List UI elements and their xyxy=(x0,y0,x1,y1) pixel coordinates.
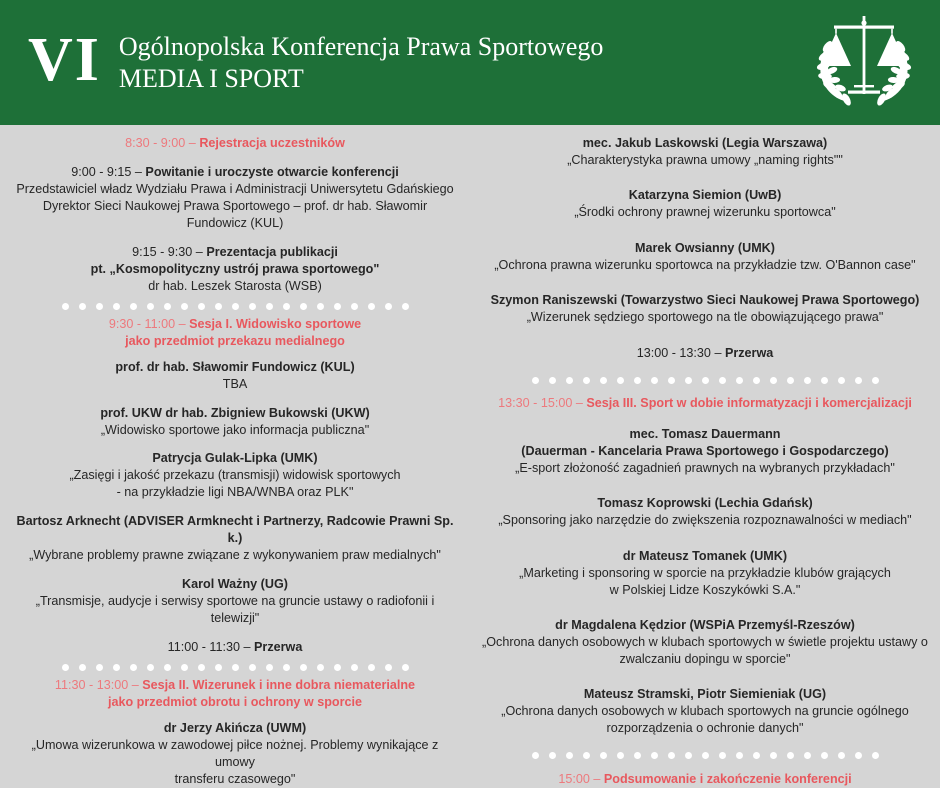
agenda-talk xyxy=(8,450,462,501)
divider-dot xyxy=(872,377,879,384)
slot-time: 13:30 - 15:00 – xyxy=(498,396,587,411)
divider-dot xyxy=(351,303,358,310)
divider-dot xyxy=(566,377,573,384)
talk-speaker: prof. dr hab. Sławomir Fundowicz (KUL) xyxy=(115,359,355,374)
talk-title: „Ochrona danych osobowych w klubach sportowych w świetle projektu ustawy o xyxy=(482,635,928,649)
divider-dot xyxy=(164,664,171,671)
divider-dot xyxy=(334,303,341,310)
divider-dot xyxy=(770,752,777,759)
dotted-divider xyxy=(8,662,462,674)
agenda-columns xyxy=(0,125,940,788)
slot-time: 13:00 - 13:30 – xyxy=(636,345,725,360)
talk-speaker: Bartosz Arknecht (ADVISER Armknecht i Partnerzy, Radcowie Prawni Sp. k.) xyxy=(16,514,457,546)
divider-dot xyxy=(113,303,120,310)
agenda-time-slot xyxy=(8,244,462,295)
slot-detail-bold: pt. „Kosmopolityczny ustrój prawa sportowego" xyxy=(90,261,380,276)
divider-dot xyxy=(668,377,675,384)
agenda-talk xyxy=(478,426,932,477)
divider-dot xyxy=(62,303,69,310)
divider-dot xyxy=(96,303,103,310)
talk-speaker: Mateusz Stramski, Piotr Siemieniak (UG) xyxy=(583,687,827,702)
divider-dot xyxy=(249,664,256,671)
agenda-talk xyxy=(478,135,932,169)
divider-dot xyxy=(685,377,692,384)
spacer xyxy=(478,412,932,425)
spacer xyxy=(8,232,462,244)
divider-dot xyxy=(804,752,811,759)
divider-dot xyxy=(855,752,862,759)
session-header-line xyxy=(12,694,458,711)
time-slot-line xyxy=(12,244,458,261)
talk-speaker: Katarzyna Siemion (UwB) xyxy=(628,188,782,203)
spacer xyxy=(478,477,932,495)
slot-label: jako przedmiot obrotu i ochrony w sporcie xyxy=(107,695,362,710)
spacer xyxy=(8,501,462,513)
agenda-talk xyxy=(478,495,932,529)
slot-label: Powitanie i uroczyste otwarcie konferencji xyxy=(145,164,399,179)
divider-dot xyxy=(300,664,307,671)
talk-title: zwalczaniu dopingu w sporcie" xyxy=(619,652,791,666)
session-header-line xyxy=(12,333,458,350)
divider-dot xyxy=(855,377,862,384)
slot-label: Podsumowanie i zakończenie konferencji xyxy=(603,771,852,786)
talk-title: rozporządzenia o ochronie danych" xyxy=(606,721,804,736)
divider-dot xyxy=(283,664,290,671)
divider-dot xyxy=(651,752,658,759)
slot-label: jako przedmiot przekazu medialnego xyxy=(125,334,345,349)
slot-time: 11:30 - 13:00 – xyxy=(54,678,143,693)
talk-title: „Transmisje, audycje i serwisy sportowe na gruncie ustawy o radiofonii i telewizji" xyxy=(35,594,438,626)
divider-dot xyxy=(787,377,794,384)
agenda-talk xyxy=(8,513,462,564)
spacer xyxy=(8,393,462,405)
divider-dot xyxy=(787,752,794,759)
talk-title: TBA xyxy=(222,376,248,391)
divider-dot xyxy=(668,752,675,759)
divider-dot xyxy=(872,752,879,759)
spacer xyxy=(478,274,932,292)
talk-title: „Wizerunek sędziego sportowego na tle obowiązującego prawa" xyxy=(526,310,884,325)
divider-dot xyxy=(532,377,539,384)
slot-time: 11:00 - 11:30 – xyxy=(167,639,255,654)
dotted-divider xyxy=(478,747,932,765)
slot-detail: Dyrektor Sieci Naukowej Prawa Sportowego – prof. dr hab. Sławomir Fundowicz (KUL) xyxy=(42,198,431,230)
talk-title: „Ochrona prawna wizerunku sportowca na przykładzie tzw. O'Bannon case" xyxy=(494,257,916,272)
conference-subtitle: MEDIA I SPORT xyxy=(118,63,304,93)
agenda-talk xyxy=(478,292,932,326)
dotted-divider xyxy=(478,371,932,389)
divider-dot xyxy=(838,752,845,759)
time-slot-line xyxy=(12,164,458,181)
divider-dot xyxy=(385,303,392,310)
divider-dot xyxy=(566,752,573,759)
divider-dot xyxy=(634,752,641,759)
agenda-talk xyxy=(8,576,462,627)
divider-dot xyxy=(266,303,273,310)
talk-title: „Środki ochrony prawnej wizerunku sportowca" xyxy=(574,205,836,220)
agenda-talk xyxy=(8,405,462,439)
spacer xyxy=(478,599,932,617)
slot-detail: Przedstawiciel władz Wydziału Prawa i Administracji Uniwersytetu Gdańskiego xyxy=(16,181,454,196)
divider-dot xyxy=(147,664,154,671)
divider-dot xyxy=(600,377,607,384)
divider-dot xyxy=(402,303,409,310)
divider-dot xyxy=(266,664,273,671)
divider-dot xyxy=(719,752,726,759)
header-titles xyxy=(119,31,604,94)
talk-title: „Sponsoring jako narzędzie do zwiększenia rozpoznawalności w mediach" xyxy=(498,513,912,528)
divider-dot xyxy=(736,752,743,759)
slot-label: Sesja I. Widowisko sportowe xyxy=(189,317,362,332)
divider-dot xyxy=(334,664,341,671)
agenda-talk xyxy=(8,720,462,788)
divider-dot xyxy=(385,664,392,671)
talk-speaker: Szymon Raniszewski (Towarzystwo Sieci Naukowej Prawa Sportowego) xyxy=(490,293,920,308)
talk-title: „Umowa wizerunkowa w zawodowej piłce nożnej. Problemy wynikające z umowy xyxy=(31,737,442,769)
divider-dot xyxy=(549,377,556,384)
spacer xyxy=(478,169,932,187)
divider-dot xyxy=(821,377,828,384)
slot-label: Prezentacja publikacji xyxy=(206,244,338,259)
divider-dot xyxy=(583,752,590,759)
divider-dot xyxy=(821,752,828,759)
slot-detail: dr hab. Leszek Starosta (WSB) xyxy=(148,278,322,293)
session-header-line xyxy=(12,316,458,333)
time-slot-line xyxy=(482,771,928,788)
slot-time: 15:00 – xyxy=(558,771,604,786)
talk-speaker: Marek Owsianny (UMK) xyxy=(635,240,775,255)
divider-dot xyxy=(736,377,743,384)
talk-speaker: prof. UKW dr hab. Zbigniew Bukowski (UKW) xyxy=(100,405,370,420)
agenda-column-right xyxy=(470,125,940,788)
divider-dot xyxy=(753,377,760,384)
session-header-line xyxy=(482,395,928,412)
divider-dot xyxy=(368,303,375,310)
talk-title: „Zasięgi i jakość przekazu (transmisji) widowisk sportowych xyxy=(69,468,401,483)
conference-name: Ogólnopolska Konferencja Prawa Sportowego xyxy=(118,31,604,61)
divider-dot xyxy=(685,752,692,759)
divider-dot xyxy=(130,303,137,310)
divider-dot xyxy=(215,303,222,310)
spacer xyxy=(478,326,932,344)
spacer xyxy=(8,564,462,576)
divider-dot xyxy=(804,377,811,384)
spacer xyxy=(478,529,932,547)
agenda-time-slot xyxy=(8,639,462,656)
divider-dot xyxy=(198,303,205,310)
talk-title: „Wybrane problemy prawne związane z wykonywaniem praw medialnych" xyxy=(29,548,441,563)
agenda-session-header xyxy=(8,677,462,711)
talk-title: w Polskiej Lidze Koszykówki S.A." xyxy=(609,582,801,597)
divider-dot xyxy=(113,664,120,671)
agenda-talk xyxy=(478,548,932,599)
spacer xyxy=(478,221,932,239)
agenda-time-slot xyxy=(478,771,932,788)
divider-dot xyxy=(96,664,103,671)
spacer xyxy=(8,350,462,359)
spacer xyxy=(8,152,462,164)
talk-title: „Ochrona danych osobowych w klubach sportowych na gruncie ogólnego xyxy=(501,704,909,719)
divider-dot xyxy=(634,377,641,384)
spacer xyxy=(478,668,932,686)
scales-of-justice-laurel-wreath-icon xyxy=(808,6,920,118)
divider-dot xyxy=(617,377,624,384)
divider-dot xyxy=(300,303,307,310)
divider-dot xyxy=(79,664,86,671)
divider-dot xyxy=(402,664,409,671)
talk-speaker: dr Magdalena Kędzior (WSPiA Przemyśl-Rzeszów) xyxy=(555,618,855,632)
talk-speaker: Patrycja Gulak-Lipka (UMK) xyxy=(152,451,318,466)
slot-label: Przerwa xyxy=(254,639,303,654)
divider-dot xyxy=(549,752,556,759)
agenda-session-header xyxy=(478,395,932,412)
agenda-time-slot xyxy=(8,164,462,232)
divider-dot xyxy=(181,664,188,671)
talk-title: „Widowisko sportowe jako informacja publiczna" xyxy=(100,422,370,437)
divider-dot xyxy=(702,752,709,759)
slot-label: Sesja II. Wizerunek i inne dobra niematerialne xyxy=(142,678,416,693)
divider-dot xyxy=(770,377,777,384)
talk-speaker: Tomasz Koprowski (Lechia Gdańsk) xyxy=(597,496,813,511)
agenda-talk xyxy=(478,686,932,737)
talk-speaker: mec. Jakub Laskowski (Legia Warszawa) xyxy=(582,136,828,150)
talk-title: „Charakterystyka prawna umowy „naming rights"" xyxy=(567,153,843,167)
agenda-talk xyxy=(478,240,932,274)
divider-dot xyxy=(232,303,239,310)
session-header-line xyxy=(12,677,458,694)
talk-title: - na przykładzie ligi NBA/WNBA oraz PLK" xyxy=(116,485,354,500)
slot-time: 9:30 - 11:00 – xyxy=(108,317,190,332)
divider-dot xyxy=(79,303,86,310)
talk-speaker: dr Mateusz Tomanek (UMK) xyxy=(622,548,788,563)
talk-title: „Marketing i sponsoring w sporcie na przykładzie klubów grających xyxy=(519,565,891,580)
edition-roman-numeral: VI xyxy=(28,25,101,94)
agenda-talk xyxy=(478,617,932,668)
time-slot-line xyxy=(12,135,458,152)
divider-dot xyxy=(249,303,256,310)
agenda-session-header xyxy=(8,316,462,350)
divider-dot xyxy=(651,377,658,384)
agenda-talk xyxy=(478,187,932,221)
divider-dot xyxy=(368,664,375,671)
spacer xyxy=(8,439,462,451)
divider-dot xyxy=(130,664,137,671)
talk-title: „E-sport złożoność zagadnień prawnych na wybranych przykładach" xyxy=(515,460,895,475)
agenda-talk xyxy=(8,359,462,393)
divider-dot xyxy=(600,752,607,759)
divider-dot xyxy=(617,752,624,759)
divider-dot xyxy=(532,752,539,759)
divider-dot xyxy=(317,664,324,671)
divider-dot xyxy=(147,303,154,310)
spacer xyxy=(8,711,462,720)
time-slot-line xyxy=(12,639,458,656)
agenda-column-left xyxy=(0,125,470,788)
slot-label: Rejestracja uczestników xyxy=(199,136,345,150)
talk-speaker: dr Jerzy Akińcza (UWM) xyxy=(163,720,307,735)
slot-label: Przerwa xyxy=(724,345,774,360)
slot-time: 9:15 - 9:30 – xyxy=(132,244,207,259)
divider-dot xyxy=(702,377,709,384)
talk-speaker: mec. Tomasz Dauermann xyxy=(629,426,781,441)
divider-dot xyxy=(753,752,760,759)
header-title-group xyxy=(0,25,604,97)
spacer xyxy=(478,737,932,746)
slot-label: Sesja III. Sport w dobie informatyzacji i komercjalizacji xyxy=(586,396,912,411)
talk-speaker: Karol Ważny (UG) xyxy=(182,577,288,592)
divider-dot xyxy=(283,303,290,310)
talk-speaker-affiliation: (Dauerman - Kancelaria Prawa Sportowego i Gospodarczego) xyxy=(521,443,889,458)
spacer xyxy=(478,362,932,371)
divider-dot xyxy=(164,303,171,310)
divider-dot xyxy=(838,377,845,384)
divider-dot xyxy=(583,377,590,384)
slot-time: 9:00 - 9:15 – xyxy=(71,164,146,179)
time-slot-line xyxy=(482,345,928,362)
dotted-divider xyxy=(8,301,462,313)
agenda-time-slot xyxy=(478,345,932,362)
talk-title: transferu czasowego" xyxy=(174,771,296,786)
spacer xyxy=(8,627,462,639)
poster-header xyxy=(0,0,940,125)
divider-dot xyxy=(351,664,358,671)
agenda-time-slot xyxy=(8,135,462,152)
divider-dot xyxy=(62,664,69,671)
divider-dot xyxy=(232,664,239,671)
divider-dot xyxy=(215,664,222,671)
divider-dot xyxy=(317,303,324,310)
divider-dot xyxy=(181,303,188,310)
divider-dot xyxy=(198,664,205,671)
slot-time: 8:30 - 9:00 – xyxy=(125,136,200,150)
divider-dot xyxy=(719,377,726,384)
